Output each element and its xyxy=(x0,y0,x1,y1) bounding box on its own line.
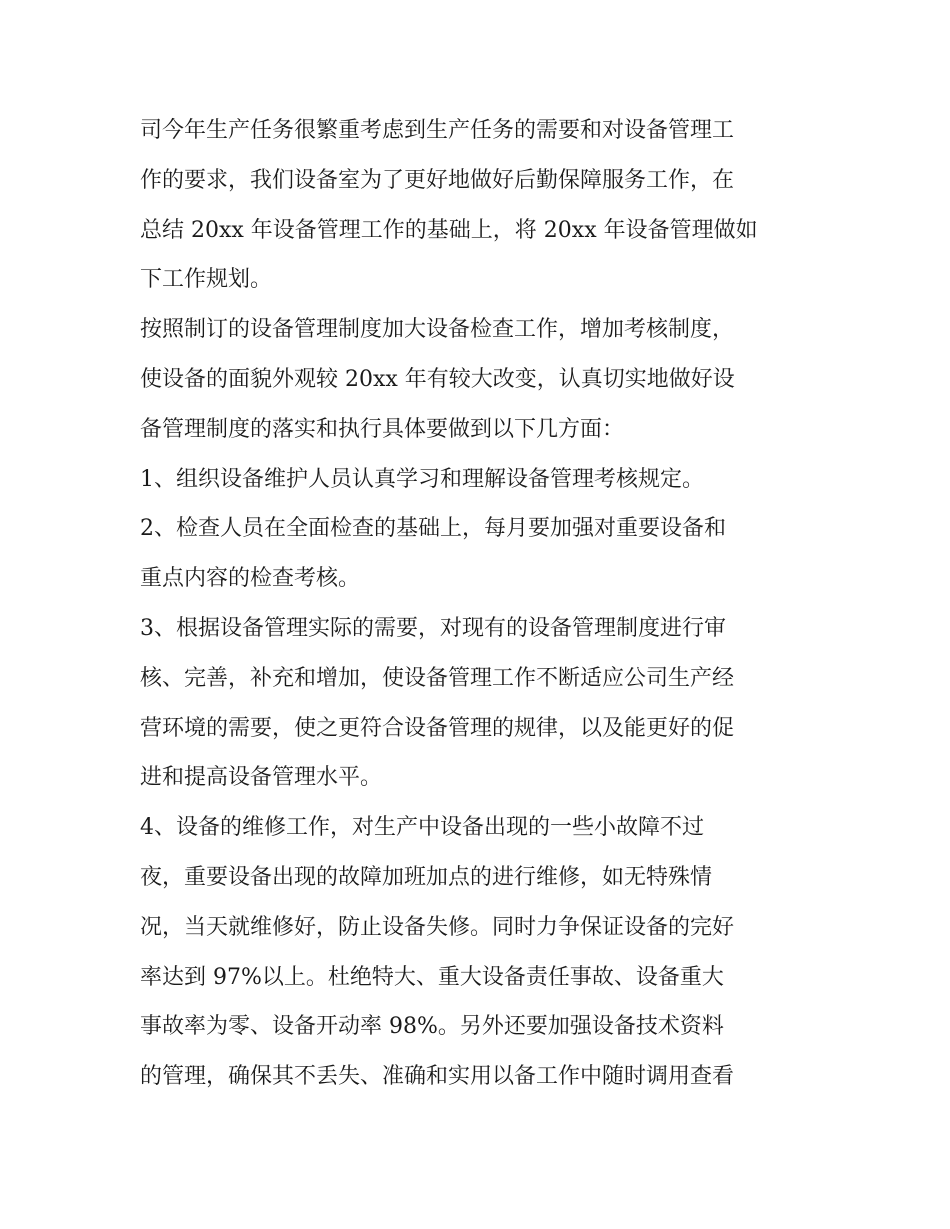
text-line: 营环境的需要，使之更符合设备管理的规律，以及能更好的促 xyxy=(140,715,735,741)
text-line: 下工作规划。 xyxy=(140,267,273,293)
document-body xyxy=(140,106,820,1102)
text-line: 重点内容的检查考核。 xyxy=(140,566,361,592)
text-line: 事故率为零、设备开动率 98%。另外还要加强设备技术资料 xyxy=(140,1014,724,1040)
text-line: 1、组织设备维护人员认真学习和理解设备管理考核规定。 xyxy=(140,466,704,492)
text-line: 3、根据设备管理实际的需要，对现有的设备管理制度进行审 xyxy=(140,615,726,641)
list-item-2 xyxy=(140,504,820,604)
list-item-4 xyxy=(140,803,820,1102)
text-line: 使设备的面貌外观较 20xx 年有较大改变，认真切实地做好设 xyxy=(140,366,735,392)
text-line: 率达到 97%以上。杜绝特大、重大设备责任事故、设备重大 xyxy=(140,964,724,990)
text-line: 2、检查人员在全面检查的基础上，每月要加强对重要设备和 xyxy=(140,516,726,542)
text-line: 的管理，确保其不丢失、准确和实用以备工作中随时调用查看 xyxy=(140,1064,735,1090)
text-line: 作的要求，我们设备室为了更好地做好后勤保障服务工作，在 xyxy=(140,167,735,193)
paragraph-intro xyxy=(140,106,820,305)
paragraph-inspection xyxy=(140,305,820,454)
text-line: 总结 20xx 年设备管理工作的基础上，将 20xx 年设备管理做如 xyxy=(140,217,758,243)
list-item-3 xyxy=(140,604,820,803)
list-item-1 xyxy=(140,455,820,505)
text-line: 夜，重要设备出现的故障加班加点的进行维修，如无特殊情 xyxy=(140,864,713,890)
text-line: 司今年生产任务很繁重考虑到生产任务的需要和对设备管理工 xyxy=(140,118,735,143)
text-line: 况，当天就维修好，防止设备失修。同时力争保证设备的完好 xyxy=(140,914,735,940)
text-line: 核、完善，补充和增加，使设备管理工作不断适应公司生产经 xyxy=(140,665,735,691)
text-line: 按照制订的设备管理制度加大设备检查工作，增加考核制度， xyxy=(140,317,735,343)
text-line: 4、设备的维修工作，对生产中设备出现的一些小故障不过 xyxy=(140,815,704,841)
text-line: 进和提高设备管理水平。 xyxy=(140,765,383,791)
text-line: 备管理制度的落实和执行具体要做到以下几方面： xyxy=(140,416,625,442)
